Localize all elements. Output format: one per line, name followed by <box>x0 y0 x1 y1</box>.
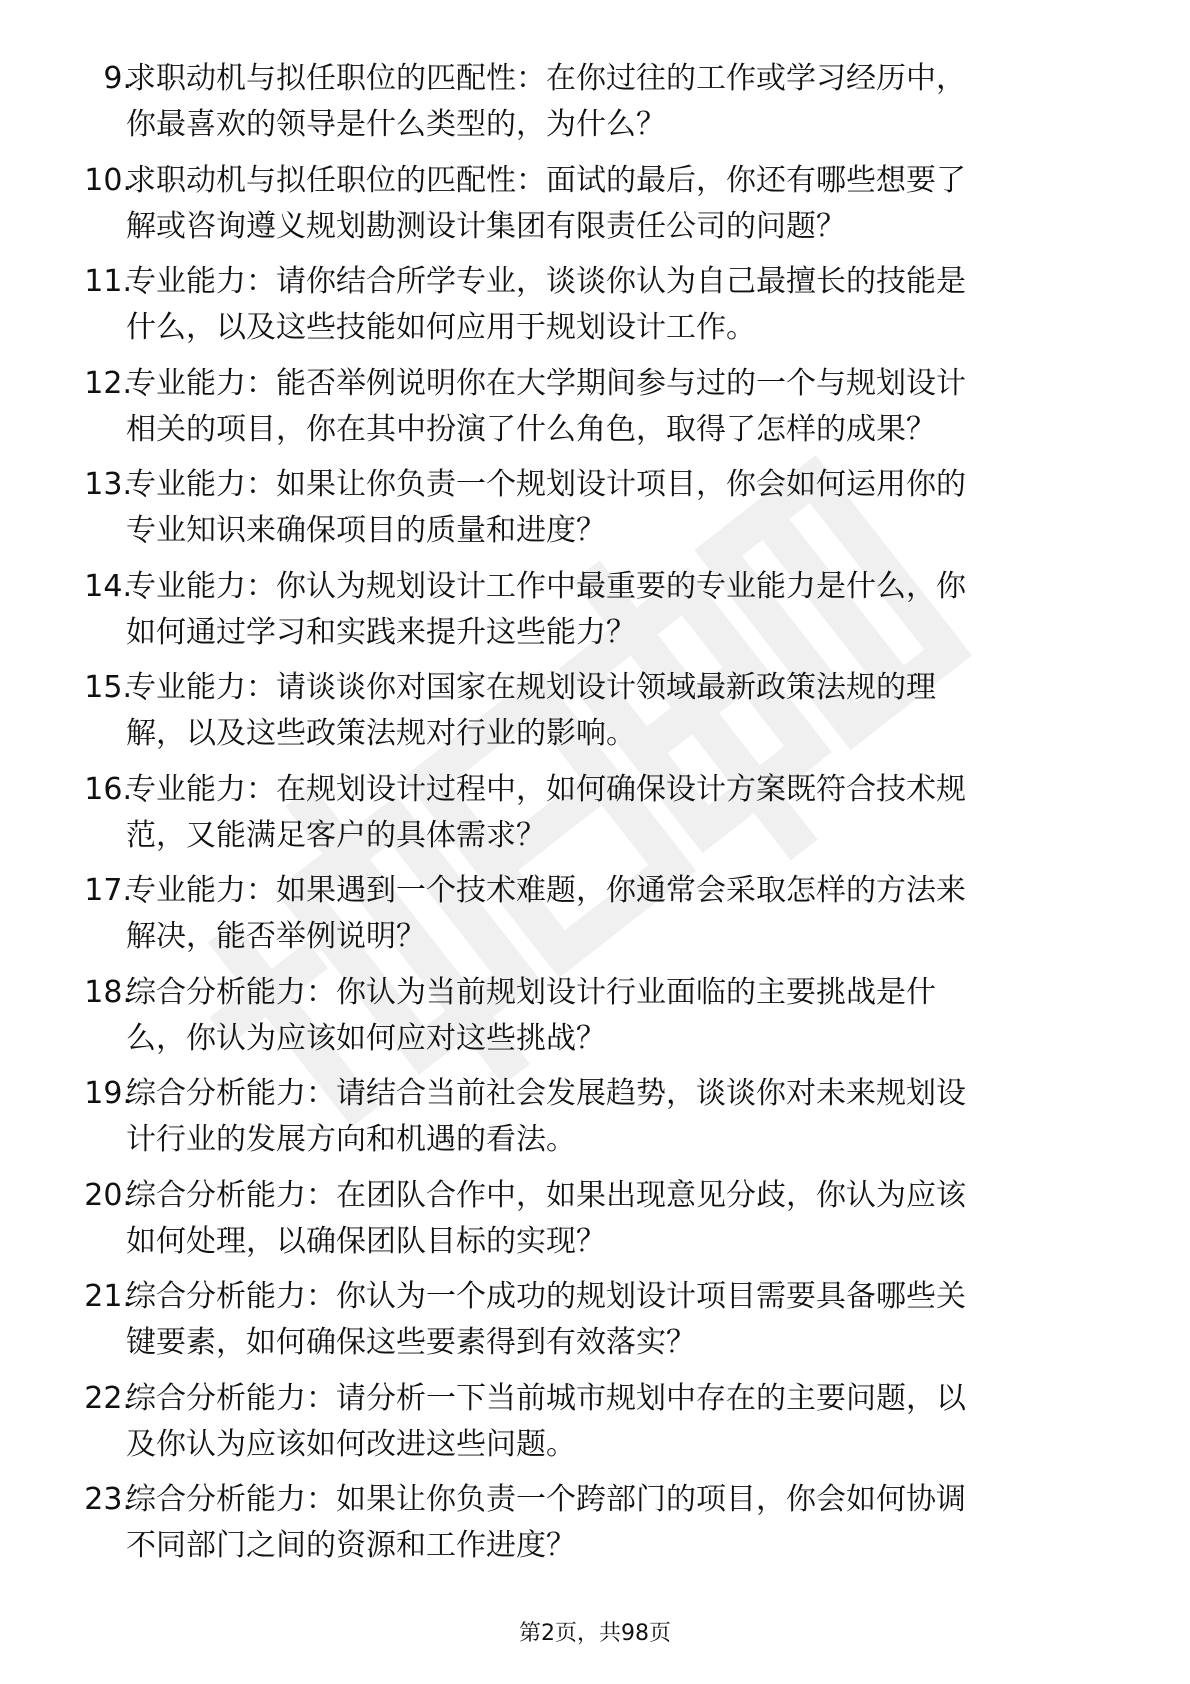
question-text <box>126 767 1116 859</box>
question-text <box>126 56 1116 148</box>
question-line: 相关的项目，你在其中扮演了什么角色，取得了怎样的成果？ <box>126 411 936 447</box>
question-line: 解决，能否举例说明？ <box>126 919 426 954</box>
question-line: 综合分析能力：如果让你负责一个跨部门的项目，你会如何协调 <box>126 1482 966 1517</box>
question-item <box>0 48 1190 150</box>
question-line: 如何通过学习和实践来提升这些能力？ <box>126 614 636 650</box>
question-line: 如何处理，以确保团队目标的实现？ <box>126 1223 606 1259</box>
question-text <box>126 462 1116 554</box>
question-item <box>0 1266 1190 1368</box>
question-text <box>126 970 1116 1062</box>
question-number: 12. <box>84 365 132 401</box>
question-item <box>0 251 1190 353</box>
question-number: 22. <box>84 1380 132 1416</box>
question-item <box>0 962 1190 1064</box>
question-text <box>126 1477 1116 1569</box>
question-line: 及你认为应该如何改进这些问题。 <box>126 1426 576 1462</box>
question-text <box>126 1071 1116 1163</box>
question-number: 9. <box>103 61 132 96</box>
question-item <box>0 657 1190 759</box>
question-text <box>126 259 1116 351</box>
question-text <box>126 1376 1116 1468</box>
question-item <box>0 759 1190 861</box>
question-item <box>0 353 1190 455</box>
question-line: 专业能力：请你结合所学专业，谈谈你认为自己最擅长的技能是 <box>126 264 966 299</box>
question-line: 专业能力：如果让你负责一个规划设计项目，你会如何运用你的 <box>126 467 966 502</box>
question-text <box>126 868 1116 960</box>
question-line: 综合分析能力：你认为当前规划设计行业面临的主要挑战是什 <box>126 974 936 1010</box>
question-item <box>0 1469 1190 1571</box>
question-text <box>126 564 1116 656</box>
page-footer: 第2页，共98页 <box>519 1621 671 1646</box>
question-line: 专业能力：如果遇到一个技术难题，你通常会采取怎样的方法来 <box>126 873 966 908</box>
question-number: 11. <box>84 264 132 299</box>
question-line: 解或咨询遵义规划勘测设计集团有限责任公司的问题？ <box>126 208 846 244</box>
question-number: 20. <box>84 1177 132 1213</box>
question-item <box>0 1063 1190 1165</box>
question-line: 专业知识来确保项目的质量和进度？ <box>126 513 606 548</box>
question-line: 综合分析能力：请结合当前社会发展趋势，谈谈你对未来规划设 <box>126 1076 966 1111</box>
question-number: 19. <box>84 1076 132 1111</box>
question-line: 求职动机与拟任职位的匹配性：在你过往的工作或学习经历中， <box>126 61 966 96</box>
question-number: 16. <box>84 771 132 807</box>
question-item <box>0 1368 1190 1470</box>
question-item <box>0 1165 1190 1267</box>
question-line: 专业能力：能否举例说明你在大学期间参与过的一个与规划设计 <box>126 365 966 401</box>
question-line: 键要素，如何确保这些要素得到有效落实？ <box>126 1325 696 1360</box>
question-line: 综合分析能力：在团队合作中，如果出现意见分歧，你认为应该 <box>126 1177 966 1213</box>
question-item <box>0 150 1190 252</box>
question-line: 专业能力：在规划设计过程中，如何确保设计方案既符合技术规 <box>126 771 966 807</box>
question-item <box>0 556 1190 658</box>
question-number: 21. <box>84 1279 132 1314</box>
question-line: 综合分析能力：你认为一个成功的规划设计项目需要具备哪些关 <box>126 1279 966 1314</box>
question-line: 不同部门之间的资源和工作进度？ <box>126 1528 576 1563</box>
question-number: 15. <box>84 670 132 705</box>
question-text <box>126 158 1116 250</box>
question-line: 范，又能满足客户的具体需求？ <box>126 817 546 853</box>
question-text <box>126 361 1116 453</box>
question-number: 10. <box>84 162 132 198</box>
question-number: 13. <box>84 467 132 502</box>
question-number: 17. <box>84 873 132 908</box>
question-line: 你最喜欢的领导是什么类型的，为什么？ <box>126 107 666 142</box>
question-text <box>126 1274 1116 1366</box>
question-number: 23. <box>84 1482 132 1517</box>
question-list <box>0 48 1190 1571</box>
question-line: 综合分析能力：请分析一下当前城市规划中存在的主要问题，以 <box>126 1380 966 1416</box>
question-line: 求职动机与拟任职位的匹配性：面试的最后，你还有哪些想要了 <box>126 162 966 198</box>
question-line: 专业能力：你认为规划设计工作中最重要的专业能力是什么，你 <box>126 568 966 604</box>
question-number: 14. <box>84 568 132 604</box>
question-item <box>0 860 1190 962</box>
question-item <box>0 454 1190 556</box>
question-line: 专业能力：请谈谈你对国家在规划设计领域最新政策法规的理 <box>126 670 936 705</box>
question-text <box>126 665 1116 757</box>
question-line: 么，你认为应该如何应对这些挑战？ <box>126 1020 606 1056</box>
question-line: 什么，以及这些技能如何应用于规划设计工作。 <box>126 310 756 345</box>
question-line: 计行业的发展方向和机遇的看法。 <box>126 1122 576 1157</box>
question-text <box>126 1173 1116 1265</box>
question-line: 解，以及这些政策法规对行业的影响。 <box>126 716 636 751</box>
question-number: 18. <box>84 974 132 1010</box>
